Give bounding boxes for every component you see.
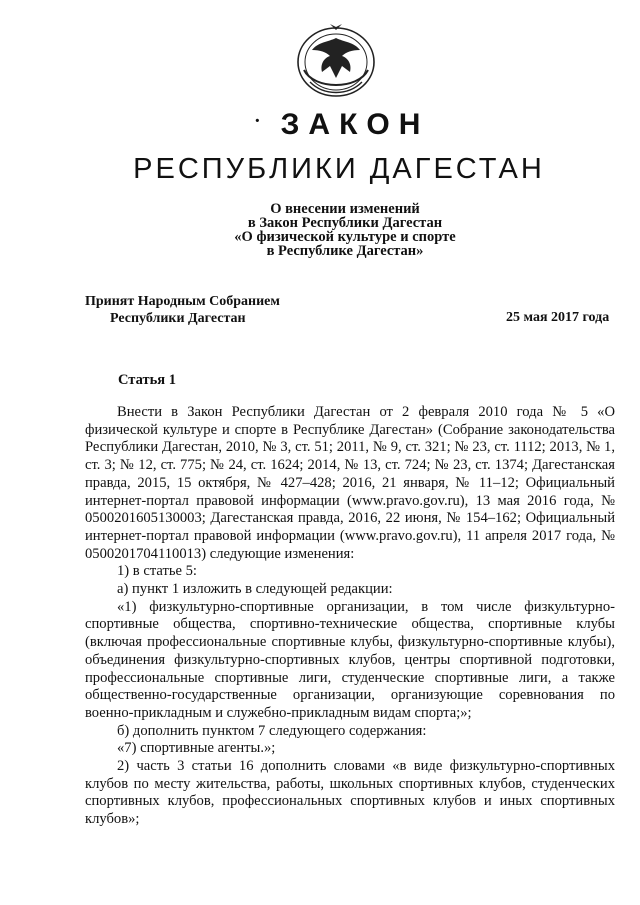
law-title: ЗАКОН [280, 108, 430, 141]
adopted-by-line: Принят Народным Собранием [85, 294, 280, 309]
law-name-line: в Республике Дагестан» [266, 243, 424, 259]
article-paragraph: «1) физкультурно-спортивные организации, в том числе физкультурно-спортивные общества, спортивно-технические общества, спортивные клубы (включая профессиональные спортивные клубы, физкультурно-спортивные клубы), объединения физкультурно-спортивных клубов, центры спортивной подготовки, профессиональные спортивные лиги, студенческие спортивные лиги, а также общественно-государственные организации, организующие соревнования по военно-прикладным и служебно-прикладным видам спорта;»; [85, 598, 615, 721]
adoption-date: 25 мая 2017 года [506, 310, 610, 325]
article-paragraph: «7) спортивные агенты.»; [117, 740, 276, 757]
adopted-by-line: Республики Дагестан [110, 311, 246, 326]
law-name-line: «О физической культуре и спорте [234, 229, 456, 245]
decorative-dot: · [254, 110, 261, 132]
article-paragraph: 2) часть 3 статьи 16 дополнить словами «в виде физкультурно-спортивных клубов по месту жительства, работы, школьных спортивных клубов, студенческих спортивных клубов, профессиональных спортивных клубов и иных спортивных клубов»; [85, 758, 615, 828]
dagestan-coat-of-arms-emblem [290, 20, 382, 100]
law-name-line: О внесении изменений [270, 201, 420, 217]
article-paragraph: 1) в статье 5: [117, 563, 197, 580]
article-paragraph: а) пункт 1 изложить в следующей редакции: [117, 581, 393, 598]
adopted-by [85, 293, 280, 327]
law-subtitle: РЕСПУБЛИКИ ДАГЕСТАН [133, 153, 545, 185]
article-paragraph: б) дополнить пунктом 7 следующего содержания: [117, 722, 427, 739]
article-title: Статья 1 [118, 372, 176, 388]
article-paragraph: Внести в Закон Республики Дагестан от 2 февраля 2010 года № 5 «О физической культуре и спорте в Республике Дагестан» (Собрание законодательства Республики Дагестан, 2010, № 3, ст. 51; 2011, № 9, ст. 321; № 23, ст. 1112; 2013, № 1, ст. 3; № 12, ст. 775; № 24, ст. 1624; 2014, № 13, ст. 724; № 23, ст. 1374; Дагестанская правда, 2015, 15 октября, № 427–428; 2016, 21 января, № 11–12; Официальный интернет-портал правовой информации (www.pravo.gov.ru), 13 мая 2016 года, № 0500201605130003; Дагестанская правда, 2016, 22 июня, № 154–162; Официальный интернет-портал правовой информации (www.pravo.gov.ru), 11 апреля 2017 года, № 0500201704110013) следующие изменения: [85, 404, 615, 562]
law-name-line: в Закон Республики Дагестан [247, 215, 443, 231]
law-name [0, 202, 640, 258]
article-body [85, 404, 615, 829]
